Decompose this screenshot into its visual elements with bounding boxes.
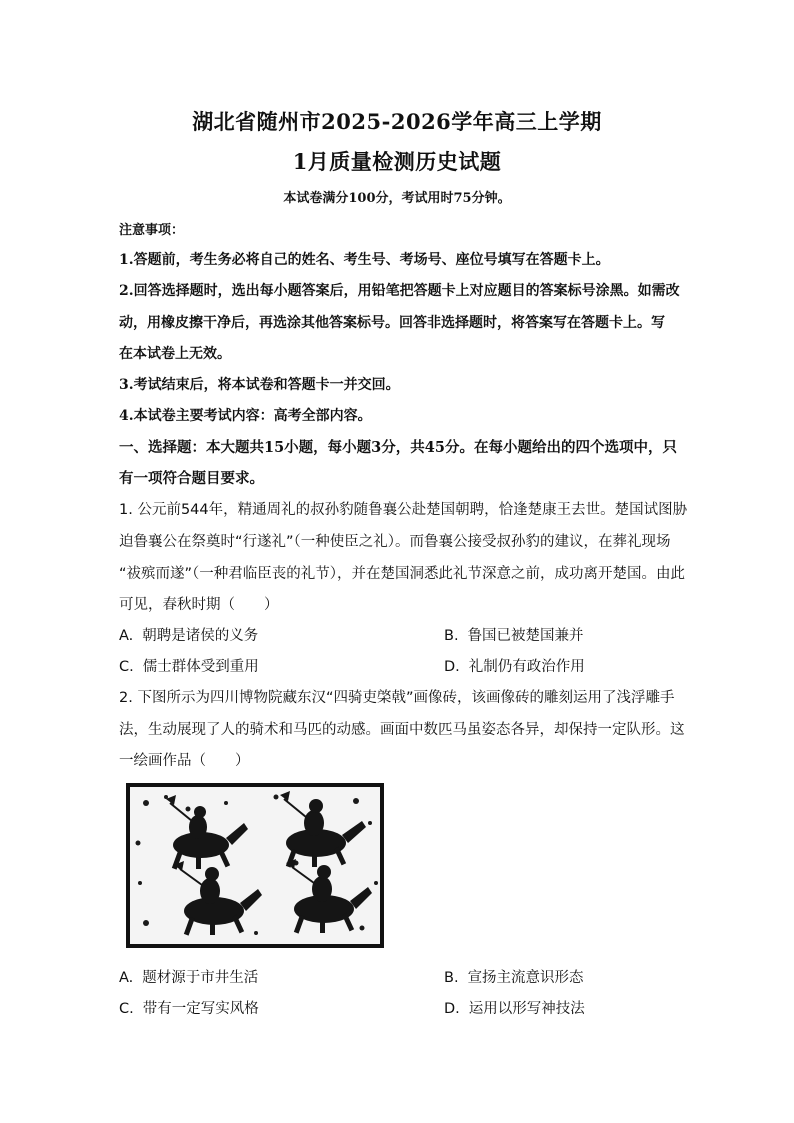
- option-text: 鲁国已被楚国兼并: [467, 628, 584, 644]
- option-text: 题材源于市井生活: [142, 970, 259, 986]
- q1-stem-line3: “祓殡而遂”（一种君临臣丧的礼节），并在楚国洞悉此礼节深意之前，成功离开楚国。由此: [119, 566, 686, 582]
- section-heading-line2: 有一项符合题目要求。: [119, 470, 264, 487]
- option-letter: C.: [119, 1001, 134, 1017]
- option-text: 运用以形写神技法: [468, 1001, 585, 1017]
- option-letter: A.: [119, 970, 134, 986]
- option-text: 朝聘是诸侯的义务: [142, 628, 259, 644]
- q2-option-c[interactable]: [119, 997, 259, 1018]
- q1-stem-line2: 迫鲁襄公在祭奠时“行遂礼”（一种使臣之礼）。而鲁襄公接受叔孙豹的建议，在葬礼现场: [119, 534, 671, 550]
- exam-title-line2: 1月质量检测历史试题: [292, 149, 502, 174]
- option-text: 带有一定写实风格: [142, 1001, 259, 1017]
- option-letter: C.: [119, 659, 134, 675]
- q1-stem-line4: 可见，春秋时期（ ）: [119, 597, 279, 613]
- q2-option-b[interactable]: [444, 966, 584, 987]
- option-text: 儒士群体受到重用: [142, 659, 259, 675]
- q2-option-a[interactable]: [119, 966, 258, 987]
- q1-option-b[interactable]: [444, 624, 584, 645]
- section-heading-line1: 一、选择题：本大题共15小题，每小题3分，共45分。在每小题给出的四个选项中，只: [119, 439, 677, 456]
- option-text: 宣扬主流意识形态: [467, 970, 584, 986]
- note-2-line2: 动，用橡皮擦干净后，再选涂其他答案标号。回答非选择题时，将答案写在答题卡上。写: [119, 315, 665, 331]
- note-2-line1: 2.回答选择题时，选出每小题答案后，用铅笔把答题卡上对应题目的答案标号涂黑。如需改: [119, 283, 680, 299]
- option-text: 礼制仍有政治作用: [468, 659, 585, 675]
- q1-option-d[interactable]: [444, 655, 585, 676]
- q1-stem-line1: 1. 公元前544年，精通周礼的叔孙豹随鲁襄公赴楚国朝聘，恰逢楚康王去世。楚国试图胁: [119, 502, 688, 518]
- note-2-line3: 在本试卷上无效。: [119, 346, 231, 362]
- option-letter: B.: [444, 970, 459, 986]
- q2-stem-line2: 法，生动展现了人的骑术和马匹的动感。画面中数匹马虽姿态各异，却保持一定队形。这: [119, 722, 685, 738]
- option-letter: D.: [444, 1001, 460, 1017]
- exam-info: 本试卷满分100分，考试用时75分钟。: [283, 191, 511, 206]
- q1-option-a[interactable]: [119, 624, 258, 645]
- q2-stem-line3: 一绘画作品（ ）: [119, 753, 250, 769]
- option-letter: D.: [444, 659, 460, 675]
- note-1: 1.答题前，考生务必将自己的姓名、考生号、考场号、座位号填写在答题卡上。: [119, 252, 610, 268]
- notes-heading: 注意事项：: [119, 223, 185, 238]
- q2-option-d[interactable]: [444, 997, 585, 1018]
- option-letter: A.: [119, 628, 134, 644]
- q1-option-c[interactable]: [119, 655, 259, 676]
- note-3: 3.考试结束后，将本试卷和答题卡一并交回。: [119, 377, 400, 393]
- option-letter: B.: [444, 628, 459, 644]
- han-brick-relief-image: [126, 783, 384, 948]
- exam-title-line1: 湖北省随州市2025-2026学年高三上学期: [192, 109, 602, 134]
- note-4: 4.本试卷主要考试内容：高考全部内容。: [119, 408, 372, 424]
- q2-stem-line1: 2. 下图所示为四川博物院藏东汉“四骑吏棨戟”画像砖，该画像砖的雕刻运用了浅浮雕手: [119, 690, 675, 706]
